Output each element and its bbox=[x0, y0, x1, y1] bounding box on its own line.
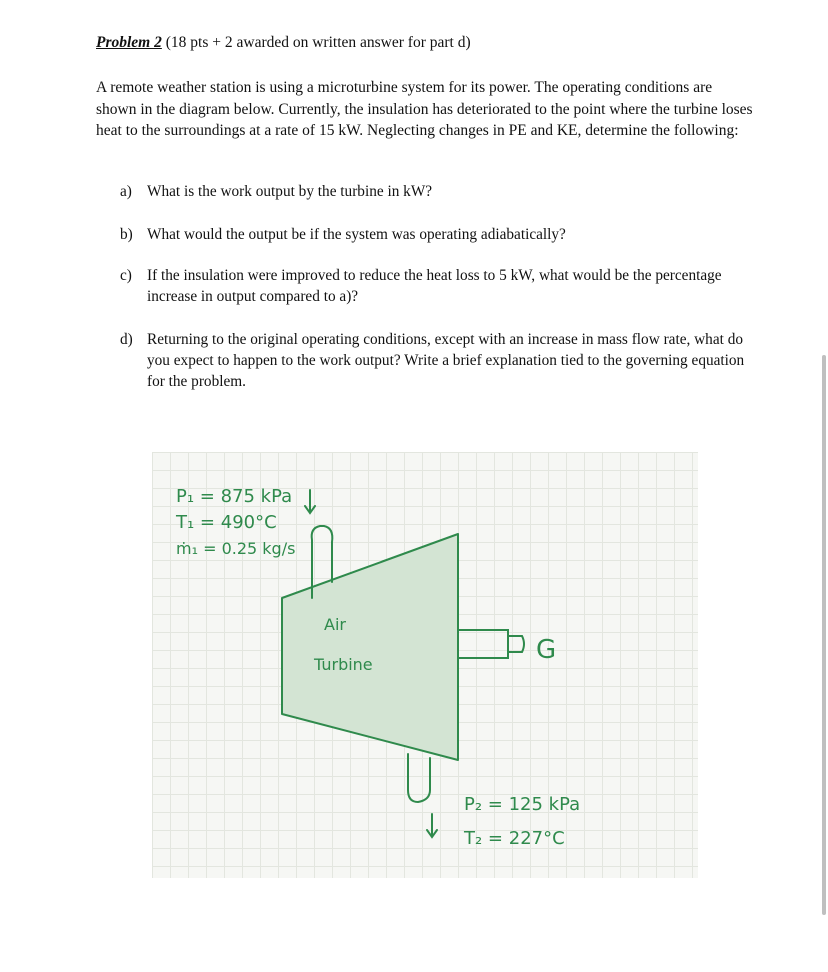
question-c-text: If the insulation were improved to reduce the heat loss to 5 kW, what would be the percentage increase in output compared to a)? bbox=[147, 267, 722, 305]
question-a-text: What is the work output by the turbine in kW? bbox=[147, 183, 433, 200]
problem-points: (18 pts + 2 awarded on written answer for part d) bbox=[165, 34, 471, 51]
outlet-arrow bbox=[427, 814, 437, 837]
question-c bbox=[120, 265, 760, 307]
problem-title: Problem 2 bbox=[96, 34, 162, 51]
question-b bbox=[120, 224, 760, 245]
question-b-label: b) bbox=[120, 226, 133, 243]
generator-label: G bbox=[536, 635, 557, 665]
outlet-temperature: T₂ = 227°C bbox=[464, 828, 565, 849]
inlet-temperature: T₁ = 490°C bbox=[176, 512, 277, 533]
question-c-label: c) bbox=[120, 267, 132, 284]
question-b-text: What would the output be if the system was operating adiabatically? bbox=[147, 226, 566, 243]
turbine-label-air: Air bbox=[324, 615, 346, 634]
question-a-label: a) bbox=[120, 183, 132, 200]
outlet-duct bbox=[408, 754, 430, 802]
outlet-pressure: P₂ = 125 kPa bbox=[464, 794, 581, 815]
generator-shaft bbox=[458, 630, 524, 658]
inlet-pressure: P₁ = 875 kPa bbox=[176, 486, 293, 507]
question-d bbox=[120, 329, 760, 392]
question-a bbox=[120, 181, 760, 202]
inlet-mass-flow: ṁ₁ = 0.25 kg/s bbox=[176, 539, 296, 558]
inlet-arrow bbox=[305, 490, 315, 513]
problem-intro: A remote weather station is using a microturbine system for its power. The operating conditions are shown in the diagram below. Currently, the insulation has deteriorated to the point where the turbine loses heat to the surroundings at a rate of 15 kW. Neglecting changes in PE and KE, determine the following: bbox=[96, 79, 753, 139]
turbine-label-turbine: Turbine bbox=[314, 655, 373, 674]
turbine-body bbox=[282, 534, 458, 760]
question-d-label: d) bbox=[120, 331, 133, 348]
scrollbar[interactable] bbox=[822, 355, 826, 915]
problem-heading bbox=[96, 34, 471, 52]
question-d-text: Returning to the original operating conditions, except with an increase in mass flow rate, what do you expect to happen to the work output? Write a brief explanation tied to the governing equation for the problem. bbox=[147, 331, 745, 390]
turbine-sketch bbox=[152, 452, 698, 878]
turbine-diagram bbox=[152, 452, 698, 878]
